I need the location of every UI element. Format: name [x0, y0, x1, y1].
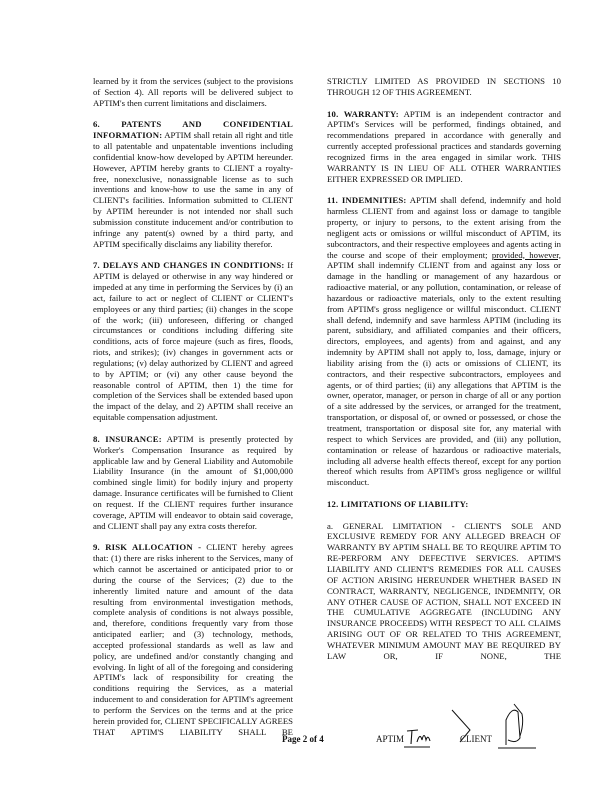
section-12a-general-limitation — [327, 521, 561, 662]
left-column — [93, 76, 293, 748]
section-body: APTIM is presently protected by Worker's Compensation Insurance as required by applicable law and by General Liability and Automobile Liability Insurance (in the amount of $1,000,000 combined single limit) for bodily injury and property damage. Insurance certificates will be furnished to Client on request. If the CLIENT requires further insurance coverage, APTIM will endeavor to obtain said coverage, and CLIENT shall pay any extra costs therefor. — [93, 433, 293, 531]
paragraph-text: STRICTLY LIMITED AS PROVIDED IN SECTIONS 10 THROUGH 12 OF THIS AGREEMENT. — [327, 76, 561, 97]
client-initials-label: CLIENT — [460, 734, 492, 744]
section-8-insurance — [93, 434, 293, 532]
section-heading: 11. INDEMNITIES: — [327, 195, 407, 206]
provided-however-underlined: provided, however, — [491, 249, 561, 260]
section-body: APTIM shall retain all right and title to all patentable and unpatentable inventions including confidential know-how developed by APTIM hereunder. However, APTIM hereby grants to CLIENT a royalty-free, nonexclusive, nonassignable license as to such inventions and know-how to use the same in any of CLIENT's facilities. Information submitted to CLIENT by APTIM hereunder is not intended nor shall such submission constitute inducement and/or contribution to infringe any patent(s) owned by a third party, and APTIM specifically disclaims any liability therefor. — [93, 130, 293, 249]
paragraph-text: learned by it from the services (subject to the provisions of Section 4). All reports will be delivered subject to APTIM's then current limitations and disclaimers. — [93, 76, 293, 108]
section-heading: 9. RISK ALLOCATION - — [93, 542, 202, 553]
aptim-initials-signature — [404, 728, 444, 748]
section-body: CLIENT hereby agrees that: (1) there are risks inherent to the Services, many of which cannot be ascertained or anticipated prior to or during the course of the Services; (2) due to the inherently limited nature and amount of the data resulting from environmental investigation methods, complete analysis of conditions is not always possible, and, therefore, conditions frequently vary from those anticipated earlier; and (3) technology, methods, accepted professional standards as well as law and policy, are undefined and/or constantly changing and evolving. In light of all of the foregoing and considering APTIM's lack of responsibility for creating the conditions requiring the Services, as a material inducement to and consideration for APTIM's agreement to perform the Services on the terms and at the price herein provided for, CLIENT SPECIFICALLY AGREES THAT APTIM'S LIABILITY SHALL BE — [93, 542, 294, 737]
section-9-risk-allocation — [93, 542, 293, 737]
client-initials-signature — [440, 700, 540, 760]
section-heading: 6. PATENTS AND CONFIDENTIAL INFORMATION: — [93, 119, 293, 141]
section-heading: 7. DELAYS AND CHANGES IN CONDITIONS: — [93, 260, 285, 271]
aptim-initials-label: APTIM — [376, 734, 405, 744]
section-body: APTIM shall defend, indemnify and hold harmless CLIENT from and against loss or damage to tangible property, or injury to persons, to the extent arising from the negligent acts or omissions or willful misconduct of APTIM, its subcontractors, and their respective employees and agents acting in the course and scope of their employment; — [327, 195, 561, 260]
section-body: a. GENERAL LIMITATION - CLIENT'S SOLE AND EXCLUSIVE REMEDY FOR ANY ALLEGED BREACH OF WARRANTY BY APTIM SHALL BE TO REQUIRE APTIM TO RE-PERFORM ANY DEFECTIVE SERVICES. APTIM'S LIABILITY AND CLIENT'S REMEDIES FOR ALL CAUSES OF ACTION ARISING HEREUNDER WHETHER BASED IN CONTRACT, WARRANTY, NEGLIGENCE, INDEMNITY, OR ANY OTHER CAUSE OF ACTION, SHALL NOT EXCEED IN THE CUMULATIVE AGGREGATE (INCLUDING ANY INSURANCE PROCEEDS) WITH RESPECT TO ALL CLAIMS ARISING OUT OF OR RELATED TO THIS AGREEMENT, WHATEVER MINIMUM AMOUNT MAY BE REQUIRED BY LAW OR, IF NONE, THE — [327, 520, 561, 661]
section-11-indemnities — [327, 195, 561, 488]
section-body: If APTIM is delayed or otherwise in any way hindered or impeded at any time in performing the Services by (i) an act, failure to act or neglect of CLIENT or CLIENT's employees or any third parties; (ii) changes in the scope of the work; (iii) unforeseen, differing or changed circumstances or conditions including differing site conditions, acts of force majeure (such as fires, floods, riots, and strikes); (iv) changes in government acts or regulations; (v) delay authorized by CLIENT and agreed to by APTIM; or (vi) any other cause beyond the reasonable control of APTIM, then 1) the time for completion of the Services shall be extended based upon the impact of the delay, and 2) APTIM shall receive an equitable compensation adjustment. — [93, 260, 293, 423]
section-body: APTIM shall indemnify CLIENT from and against any loss or damage in the handling or management of any hazardous or radioactive material, or any pollution, contamination, or release of hazardous or radioactive materials, only to the extent resulting from APTIM's gross negligence or willful misconduct. CLIENT shall defend, indemnify and save harmless APTIM (including its parent, subsidiary, and affiliated companies and their officers, directors, employees, and agents) from and against, and any indemnity by APTIM shall not apply to, loss, damage, injury or liability arising from the (i) acts or omissions of CLIENT, its contractors, and their respective subcontractors, employees and agents, or of third parties; (ii) any allegations that APTIM is the owner, operator, manager, or person in charge of all or any portion of a site addressed by the services, or arranged for the treatment, transportation, or disposal of, or owned or possessed, or chose the treatment, transportation or disposal site for, any material with respect to which Services are provided, and (iii) any pollution, contamination or release of hazardous or radioactive materials, including all adverse health effects thereof, except for any portion thereof which results from APTIM's gross negligence or willful misconduct. — [327, 260, 561, 488]
section-7-delays — [93, 260, 293, 423]
section-heading: 12. LIMITATIONS OF LIABILITY: — [327, 498, 469, 509]
section-10-warranty — [327, 109, 561, 185]
section-12-limitations — [327, 499, 561, 510]
section-6-patents — [93, 119, 293, 249]
section-heading: 8. INSURANCE: — [93, 433, 162, 444]
paragraph-continuation — [327, 76, 561, 98]
section-body: APTIM is an independent contractor and APTIM's Services will be performed, findings obtained, and recommendations prepared in accordance with generally and currently accepted professional practices and standards governing recognized firms in the area engaged in similar work. THIS WARRANTY IS IN LIEU OF ALL OTHER WARRANTIES EITHER EXPRESSED OR IMPLIED. — [327, 108, 561, 184]
page-number: Page 2 of 4 — [282, 734, 324, 744]
paragraph-continuation — [93, 76, 293, 109]
section-heading: 10. WARRANTY: — [327, 108, 399, 119]
right-column — [327, 76, 561, 672]
